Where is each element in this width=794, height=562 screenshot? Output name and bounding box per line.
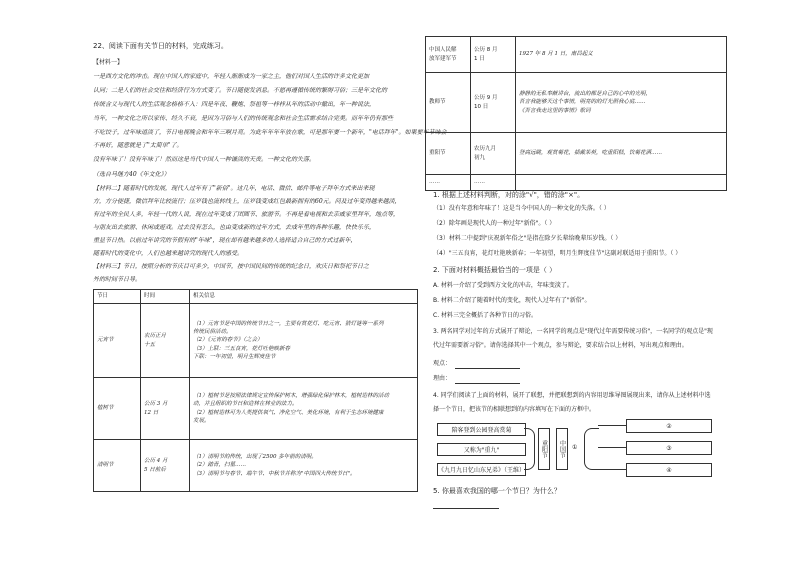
- text-line: 有过年的全民人多，年轻一代的人说，现在过年变成了团圆节、旅游节。不再是看电视和去亲戚家里拜年，地点等，: [93, 211, 400, 218]
- text-line: 不再好，随意就是了"太简单"了。: [93, 142, 183, 149]
- name-line: 教师节: [429, 99, 446, 106]
- text-line: 方，方分便捷，微信拜年比较流行；压岁钱也流转线上，压岁钱变成红包最新拥有的60元。问及过年变得越来越淡，: [93, 198, 401, 205]
- time-line: 5 日前后: [144, 466, 166, 473]
- option-b: B. 材料二介绍了随着时代的变化，现代人过年有了"新俗"。: [433, 297, 591, 304]
- time-line: 农历正月: [144, 333, 167, 340]
- connector: [598, 469, 626, 470]
- option-c: C. 材料三完全概括了各种节日的习俗。: [433, 312, 538, 319]
- question-5: 5. 你最喜欢我国的哪一个节日？为什么？: [433, 487, 561, 495]
- view-answer-line[interactable]: [455, 368, 520, 369]
- time-line: 十五: [144, 341, 156, 348]
- info-line: （1）清明节的传统，出现了2500 多年前的清明。: [193, 454, 317, 461]
- festival-info: [190, 304, 418, 378]
- table-row: [426, 37, 727, 73]
- info-line: 吾言我能够天这个事情，明亮的的灯光照我心底……: [519, 99, 646, 106]
- question-1-item: （2）除年画是现代人的一种过年"新俗"。（ ）: [433, 220, 556, 227]
- festival-info: [516, 133, 727, 175]
- name-line: 中国人民解: [429, 47, 457, 54]
- text-line: 当年，一种文化之所以家传、经久不衰，是因为习俗与人们的传统观念和社会生活需求结合完美。而年年仍有那些: [93, 115, 394, 122]
- festival-name: 植树节: [94, 378, 141, 440]
- connector: [598, 447, 626, 448]
- text-line: 【材料三】节日，按照分析的节庆目可多少，中国节，按中国民间的传统的纪念日，欢庆日和祭祀节日之: [93, 263, 370, 270]
- festival-time: [141, 440, 190, 492]
- info-line: （2）植树造林可为人类提供氧气、净化空气、美化环境，有利于生态环境健康: [193, 409, 384, 416]
- name-line: 重阳节: [429, 150, 446, 157]
- text-line: 认同；二是人们的社会交往和经济行为方式变了。节日随便发消息。不愿再遵循传统的繁缛习俗；三是年文化的: [93, 87, 388, 94]
- time-line: 农历九月: [474, 146, 497, 153]
- festival-time: [141, 378, 190, 440]
- info-line: 下联：一年初望，明月生辉度佳节: [193, 353, 276, 360]
- festival-name: [426, 37, 471, 73]
- mindmap-center-a: 重阳节: [538, 428, 550, 470]
- info-line: 静静的无私奉献讲台，流出的都是自己的心中的光明，: [519, 91, 652, 98]
- festival-time: [471, 73, 516, 133]
- text-line: 随着时代的变化中，人们也越来越讲究的现代人的感受。: [93, 250, 244, 257]
- question-22: 22、阅读下面有关节日的材料，完成练习。: [93, 42, 228, 50]
- question-1-item: （4）"三五良宵，花灯吐艳映新春；一年初望，明月生辉度佳节"这副对联适用于重阳节。（ ）: [433, 250, 682, 257]
- mindmap-left-item: 《九月九日忆山东兄弟》（王维）: [437, 463, 526, 476]
- festival-info: [190, 440, 418, 492]
- time-line: 初九: [474, 154, 486, 161]
- festival-time: [471, 133, 516, 175]
- question-1: 1. 根据上述材料判断，对的涂"√"，错的涂"×"。: [433, 191, 585, 199]
- view-label: 观点：: [433, 360, 452, 367]
- mindmap-center-c: ①: [572, 444, 578, 451]
- festival-table-continued: [425, 36, 727, 191]
- time-line: 公历 8 月: [474, 47, 498, 54]
- mindmap-center-b: 中国节: [556, 428, 568, 470]
- festival-time: [471, 37, 516, 73]
- mindmap-answer-box[interactable]: ②: [626, 419, 712, 433]
- mindmap-answer-box[interactable]: ③: [626, 441, 712, 455]
- table-row: [426, 73, 727, 133]
- reason-label: 理由：: [433, 375, 452, 382]
- reason-answer-line[interactable]: [455, 383, 520, 384]
- question-4: 4. 同学们阅读了上面的材料，展开了联想，并把联想到的内容用思维导图展现出来，请你从上述材料中选: [433, 392, 711, 399]
- question-3: 3. 两名同学对过年的方式展开了辩论，一名同学的观点是"现代过年需要传统习俗"，一名同学的观点是"现: [433, 328, 713, 335]
- festival-name: [426, 73, 471, 133]
- table-header: 时间: [141, 290, 190, 304]
- festival-time: [141, 304, 190, 378]
- info-line: 登高远眺，观赏菊花，插戴茱萸，吃重阳糕，饮菊花酒……: [519, 150, 663, 157]
- festival-info: [516, 175, 727, 191]
- connector: [584, 428, 599, 470]
- festival-name: ……: [426, 175, 471, 191]
- festival-table: [93, 289, 418, 492]
- info-line: 《吾言我走这里的事情》歌词: [519, 107, 591, 114]
- question-3: 代过年需要新习俗"。请你选择其中一个观点，参与辩论，要求结合以上材料，写出观点和理由。: [433, 342, 688, 349]
- connector: [598, 425, 626, 426]
- info-line: （2）踏青，扫墓……: [193, 462, 246, 469]
- question-1-item: （1）没有年意和年味了！这是当今中国人的一种文化的失落。（ ）: [433, 205, 610, 212]
- festival-info: [516, 37, 727, 73]
- table-header: 相关信息: [190, 290, 418, 304]
- info-line: （3）上联：三五良宵，花灯吐艳映新春: [193, 345, 291, 352]
- text-line: 与朋友出去旅游、休闲或遊戏。过去没有怎么，也由变成新的过年方式，去成年里的各种乐趣，快快乐乐，: [93, 224, 376, 231]
- question-1-item: （3）材料二中提到"庆祝新年俗之"是指在除夕长辈给晚辈压岁钱。（ ）: [433, 235, 622, 242]
- info-line: 发展。: [193, 417, 210, 424]
- text-line: 外的时间节日导。: [93, 276, 142, 283]
- text-line: 一是西方文化的冲击。现在中国人的家庭中，年轻人渐渐成为一家之主，他们对国人生活的许多文化更加: [93, 73, 370, 80]
- time-line: 公历 4 月: [144, 458, 168, 465]
- info-line: （1）植树节是按照法律规定宣传保护树木，增强绿化保护林木，植树造林的活动: [193, 393, 390, 399]
- festival-name: 元宵节: [94, 304, 141, 378]
- table-row: [426, 133, 727, 175]
- table-row: [426, 175, 727, 191]
- time-line: 12 日: [144, 409, 159, 416]
- question-2: 2. 下面对材料概括最恰当的一项是（ ）: [433, 266, 557, 274]
- info-line: （3）清明节与春节、端午节、中秋节并称为"中国四大传统节日"。: [193, 470, 356, 477]
- table-header: 节日: [94, 290, 141, 304]
- info-line: 传统民俗活动。: [193, 329, 232, 336]
- info-line: （1）元宵节是中国的传统节日之一，主要有赏花灯、吃元宵、猜灯谜等一系列: [193, 320, 384, 327]
- text-line: 重显节日热。以前过年讲究的节假有的"年味"，现在却有越来越多的人选择适合自己的方式过新年，: [93, 237, 357, 244]
- info-line: 动，并且组织的节日和造林在林业的法力。: [193, 401, 298, 408]
- festival-time: ……: [471, 175, 516, 191]
- text-line: 没有年味了！没有年味了！然而这是当代中国人一种谦淡的天责。一种文化的失落。: [93, 156, 316, 163]
- table-row: [94, 440, 418, 492]
- time-line: 公历 9 月: [474, 95, 498, 102]
- source-line: （选自马继方40《年文化》）: [93, 171, 170, 178]
- mindmap-left-item: 陪客登到公园登高赏菊: [437, 423, 526, 436]
- table-row: [94, 378, 418, 440]
- festival-info: [190, 378, 418, 440]
- info-line: 1927 年 8 月 1 日，南昌起义: [519, 51, 593, 58]
- connector: [524, 428, 535, 470]
- festival-name: 清明节: [94, 440, 141, 492]
- text-line: 不吃饺子，过年味道淡了，节日电视晚会和年年三啊月亮。为此年年年年放在歌，可是那年要一个新年，"电话拜年"。如果要年节味会: [93, 129, 447, 136]
- text-line: 传统含义与现代人的生活观念格格不入：四是年夜、鞭炮、祭祖等一样样从年的活动中撤出，年一种说法，: [93, 101, 376, 108]
- festival-name: [426, 133, 471, 175]
- mindmap-left-item: 又称为"重九": [437, 443, 526, 456]
- question-4: 择一个节日，把该节的相联想到的内容填写在下面的方框中。: [433, 406, 596, 413]
- time-line: 1 日: [474, 55, 485, 62]
- name-line: 放军建军节: [429, 55, 457, 62]
- info-line: （2）《元宵的春节》（之会）: [193, 337, 263, 344]
- mindmap-answer-box[interactable]: ④: [626, 463, 712, 477]
- text-line: 【材料二】随着时代的发展，现代人过年有了"新俗"。这几年，电话、微信、邮件等电子拜年方式来出来现: [93, 185, 375, 192]
- time-line: 公历 3 月: [144, 401, 168, 408]
- time-line: 10 日: [474, 103, 489, 110]
- material-1-title: 【材料一】: [93, 59, 124, 66]
- table-row: [94, 304, 418, 378]
- question-5-answer-line[interactable]: [433, 508, 499, 509]
- option-a: A. 材料一介绍了受到西方文化的冲击，年味变淡了。: [433, 282, 573, 289]
- festival-info: [516, 73, 727, 133]
